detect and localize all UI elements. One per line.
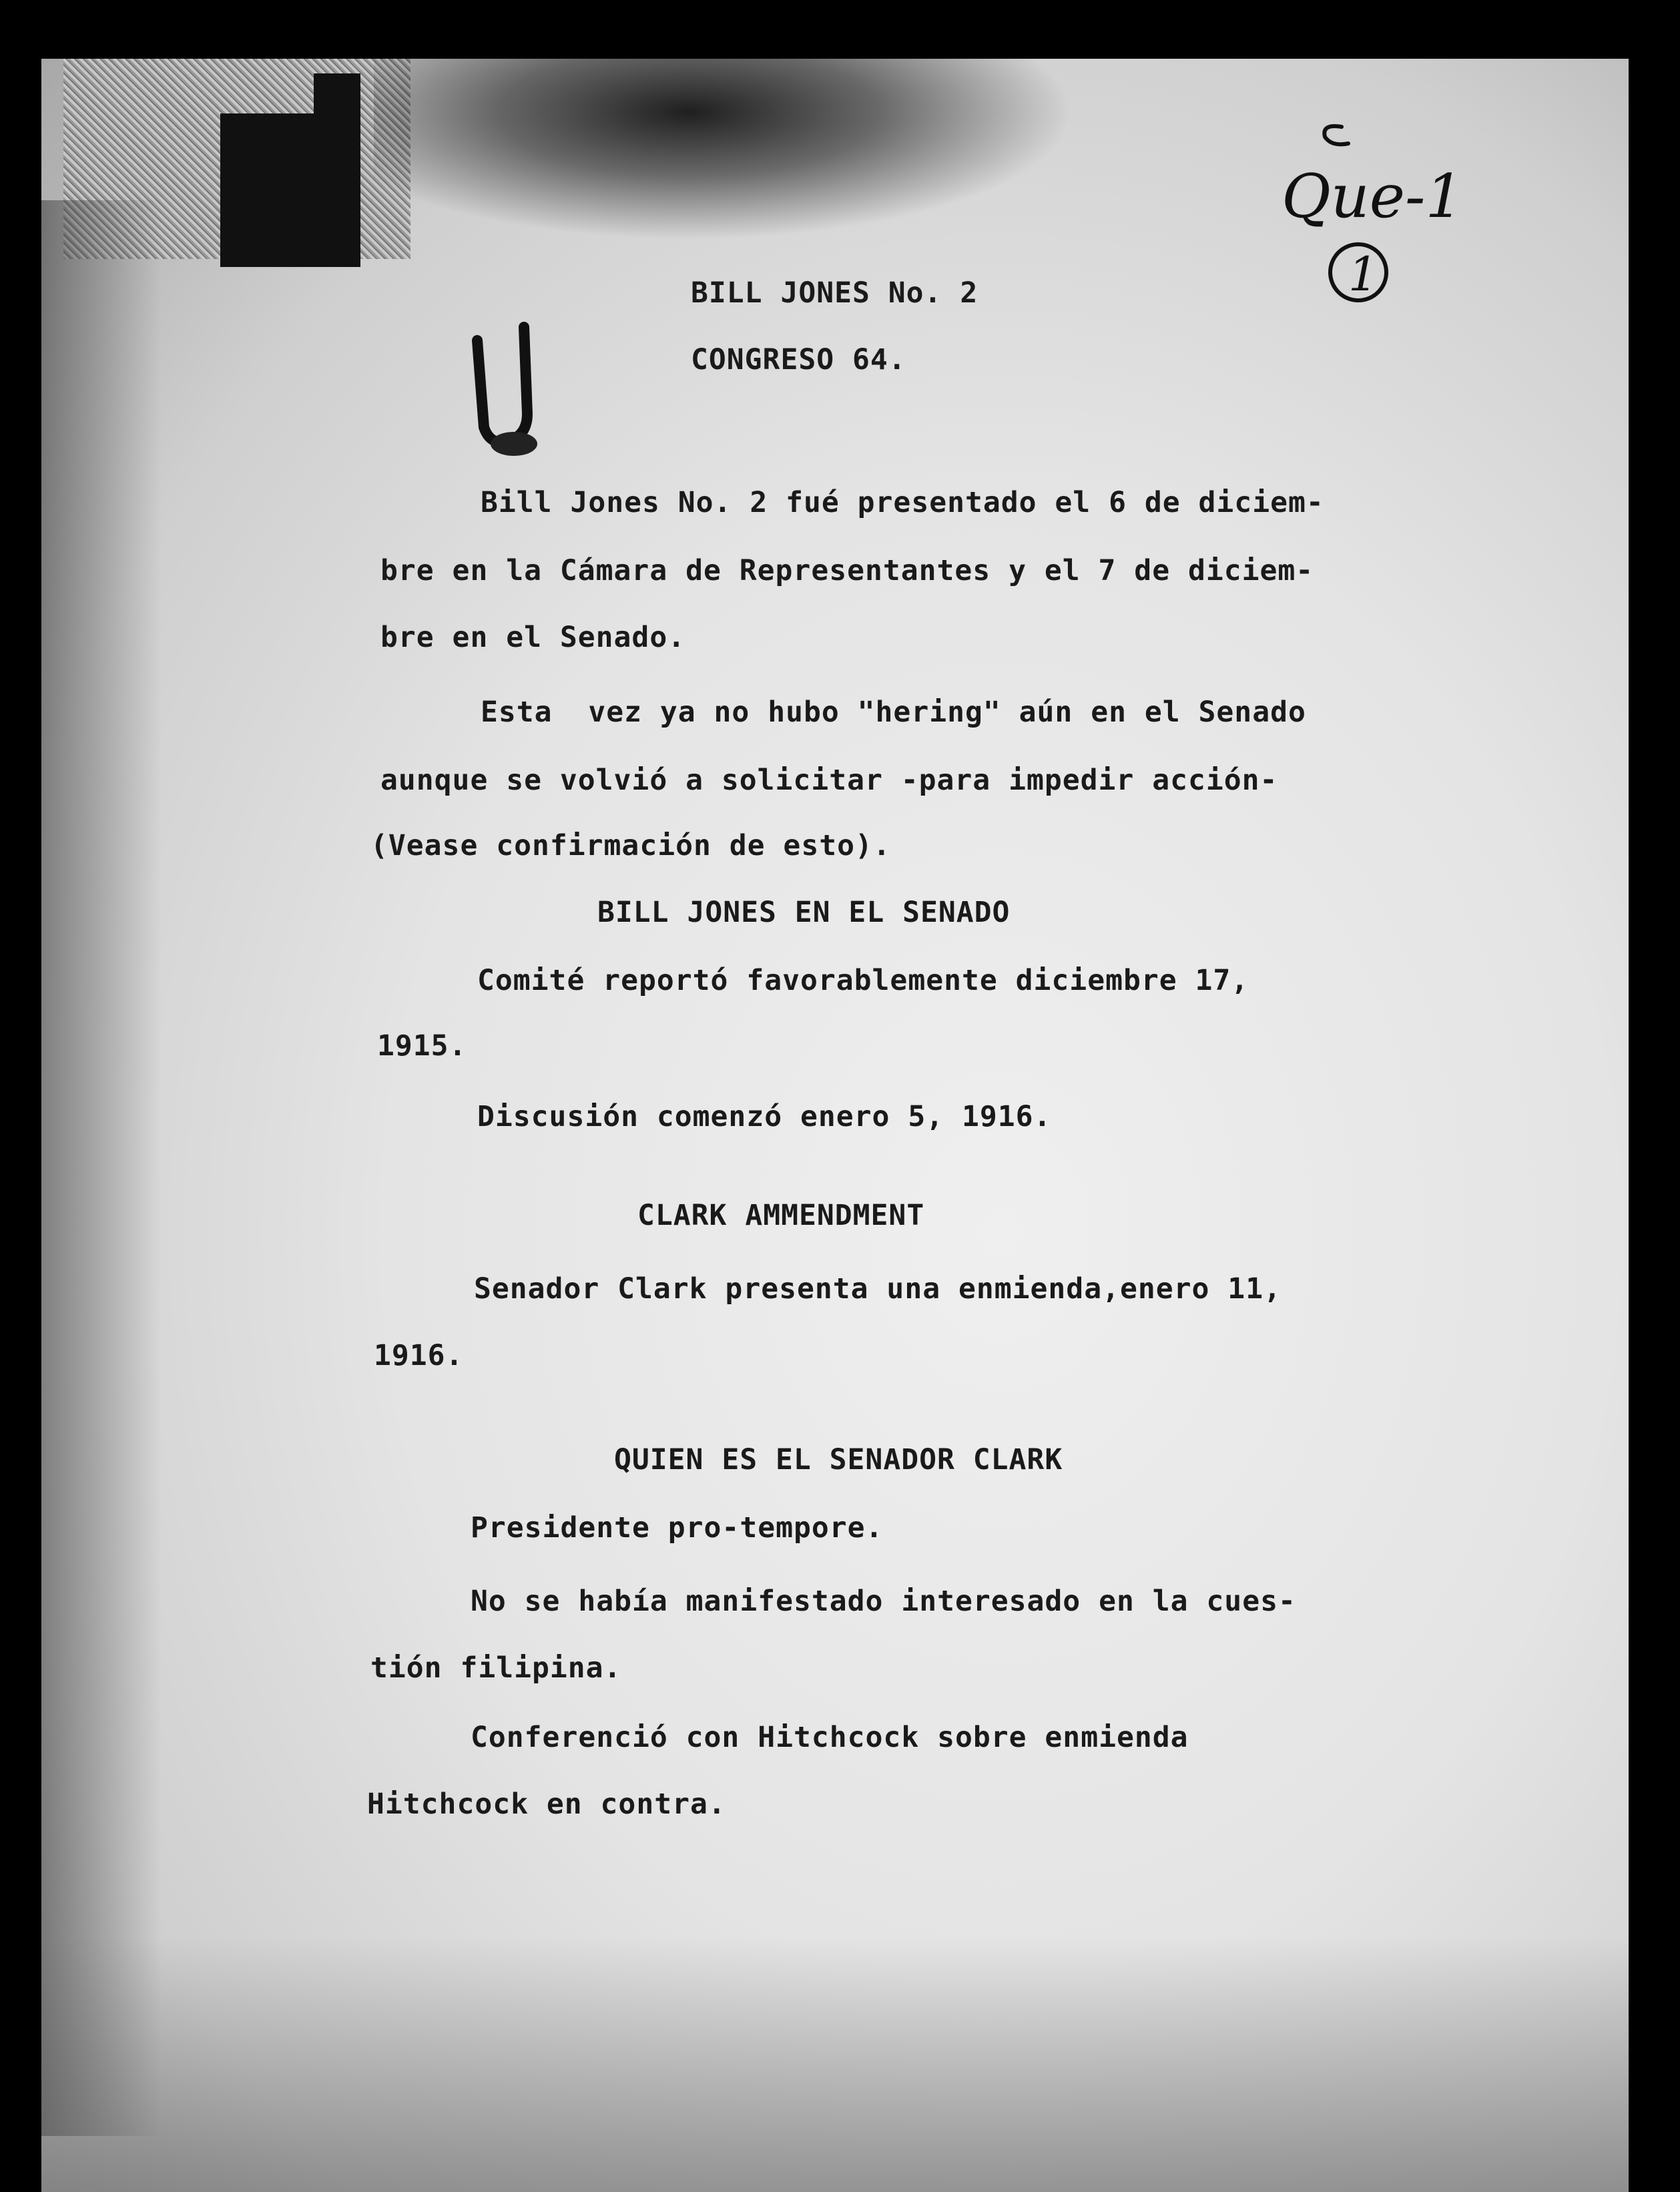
section-heading: BILL JONES EN EL SENADO [597, 896, 1011, 929]
handwritten-number: 1 [1348, 247, 1378, 302]
paragraph-line: Discusión comenzó enero 5, 1916. [477, 1100, 1052, 1133]
paragraph-line: 1916. [374, 1339, 464, 1372]
paragraph-line: Hitchcock en contra. [367, 1788, 726, 1821]
paragraph-line: Comité reportó favorablemente diciembre 17, [477, 964, 1249, 997]
handwritten-code: Que-1 [1282, 162, 1464, 232]
handwritten-annotation [1275, 107, 1475, 320]
scan-shadow [374, 27, 1075, 240]
section-heading: QUIEN ES EL SENADOR CLARK [614, 1443, 1063, 1476]
paragraph-line: tión filipina. [370, 1651, 622, 1685]
paragraph-line: Esta vez ya no hubo "hering" aún en el Senado [481, 696, 1306, 729]
paragraph-line: Conferenció con Hitchcock sobre enmienda [471, 1721, 1189, 1754]
paragraph-line: Bill Jones No. 2 fué presentado el 6 de diciem- [481, 486, 1324, 519]
document-subtitle: CONGRESO 64. [691, 343, 906, 376]
paragraph-line: No se había manifestado interesado en la cues- [471, 1585, 1296, 1618]
paragraph-line: 1915. [377, 1029, 467, 1063]
document-title: BILL JONES No. 2 [691, 276, 978, 310]
paragraph-line: bre en el Senado. [380, 621, 686, 654]
paperclip-mark-icon [461, 314, 547, 461]
scan-border [1629, 40, 1680, 2192]
scan-shadow [41, 1936, 1640, 2192]
section-heading: CLARK AMMENDMENT [637, 1199, 925, 1232]
scan-shadow [41, 200, 162, 2136]
paragraph-line: aunque se volvió a solicitar -para impedir acción- [380, 764, 1278, 797]
paragraph-line: bre en la Cámara de Representantes y el 7 de diciem- [380, 554, 1314, 587]
paragraph-line: Senador Clark presenta una enmienda,enero 11, [474, 1272, 1282, 1306]
paper-notch [314, 73, 360, 154]
paragraph-line: Presidente pro-tempore. [471, 1511, 884, 1545]
paragraph-line: (Vease confirmación de esto). [370, 829, 891, 862]
